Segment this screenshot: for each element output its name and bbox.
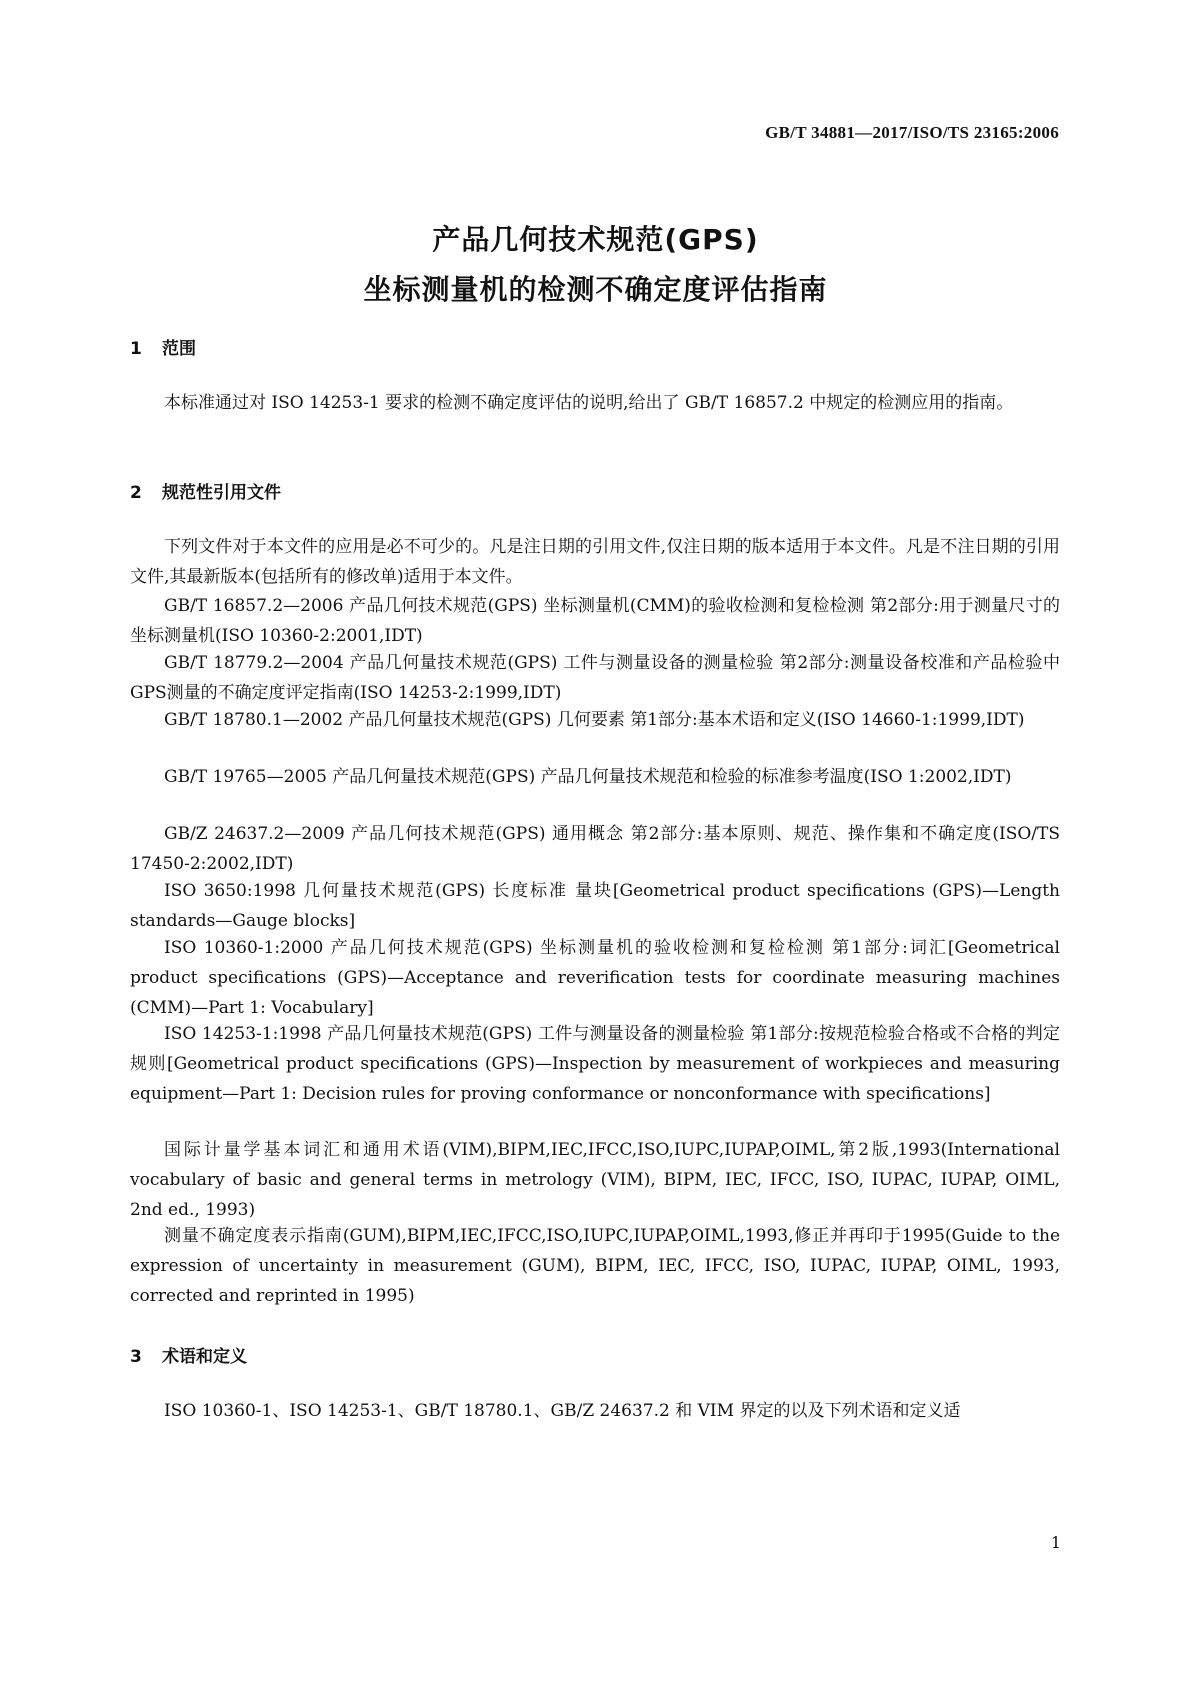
section-3-heading xyxy=(130,1342,247,1367)
section-number: 1 xyxy=(130,339,142,359)
page-number: 1 xyxy=(1050,1533,1061,1552)
standard-code: GB/T 34881—2017/ISO/TS 23165:2006 xyxy=(765,123,1059,142)
reference-item: GB/T 18780.1—2002 产品几何量技术规范(GPS) 几何要素 第1部分:基本术语和定义(ISO 14660-1:1999,IDT) xyxy=(164,710,1025,730)
reference-item: ISO 14253-1:1998 产品几何量技术规范(GPS) 工件与测量设备的测量检验 第1部分:按规范检验合格或不合格的判定规则[Geometrical product specifications (GPS)—Inspection by measurement of workpieces and measuring equipment—Part 1: Decision rules for proving conformance or nonconformance with specifications] xyxy=(130,1024,1060,1104)
section-number: 3 xyxy=(130,1347,142,1367)
section-title: 术语和定义 xyxy=(162,1347,247,1367)
title-line-2: 坐标测量机的检测不确定度评估指南 xyxy=(363,273,828,306)
title-line-1: 产品几何技术规范(GPS) xyxy=(432,223,759,256)
reference-item: GB/T 18779.2—2004 产品几何量技术规范(GPS) 工件与测量设备的测量检验 第2部分:测量设备校准和产品检验中GPS测量的不确定度评定指南(ISO 14253-2:1999,IDT) xyxy=(130,653,1060,703)
section-1-heading xyxy=(130,334,196,359)
reference-item: GB/Z 24637.2—2009 产品几何技术规范(GPS) 通用概念 第2部分:基本原则、规范、操作集和不确定度(ISO/TS 17450-2:2002,IDT) xyxy=(130,824,1060,874)
section-title: 规范性引用文件 xyxy=(162,483,281,503)
reference-item: GB/T 19765—2005 产品几何量技术规范(GPS) 产品几何量技术规范和检验的标准参考温度(ISO 1:2002,IDT) xyxy=(164,767,1012,787)
section-title: 范围 xyxy=(162,339,196,359)
section-3-paragraph: ISO 10360-1、ISO 14253-1、GB/T 18780.1、GB/Z 24637.2 和 VIM 界定的以及下列术语和定义适 xyxy=(164,1401,961,1421)
reference-item: ISO 10360-1:2000 产品几何技术规范(GPS) 坐标测量机的验收检测和复检检测 第1部分:词汇[Geometrical product specifications (GPS)—Acceptance and reverification tests for coordinate measuring machines (CMM)—Part 1: Vocabulary] xyxy=(130,938,1060,1018)
section-number: 2 xyxy=(130,483,142,503)
reference-item: 国际计量学基本词汇和通用术语(VIM),BIPM,IEC,IFCC,ISO,IUPC,IUPAP,OIML,第2版,1993(International vocabulary of basic and general terms in metrology (VIM), BIPM, IEC, IFCC, ISO, IUPAC, IUPAP, OIML, 2nd ed., 1993) xyxy=(130,1140,1060,1220)
reference-item: GB/T 16857.2—2006 产品几何技术规范(GPS) 坐标测量机(CMM)的验收检测和复检检测 第2部分:用于测量尺寸的坐标测量机(ISO 10360-2:2001,IDT) xyxy=(130,596,1060,646)
reference-item: ISO 3650:1998 几何量技术规范(GPS) 长度标准 量块[Geometrical product specifications (GPS)—Length standards—Gauge blocks] xyxy=(130,881,1060,931)
section-2-paragraph: 下列文件对于本文件的应用是必不可少的。凡是注日期的引用文件,仅注日期的版本适用于本文件。凡是不注日期的引用文件,其最新版本(包括所有的修改单)适用于本文件。 xyxy=(130,537,1060,587)
section-2-heading xyxy=(130,478,281,503)
reference-item: 测量不确定度表示指南(GUM),BIPM,IEC,IFCC,ISO,IUPC,IUPAP,OIML,1993,修正并再印于1995(Guide to the expression of uncertainty in measurement (GUM), BIPM, IEC, IFCC, ISO, IUPAC, IUPAP, OIML, 1993, corrected and reprinted in 1995) xyxy=(130,1226,1060,1306)
section-1-paragraph: 本标准通过对 ISO 14253-1 要求的检测不确定度评估的说明,给出了 GB/T 16857.2 中规定的检测应用的指南。 xyxy=(164,393,1014,413)
